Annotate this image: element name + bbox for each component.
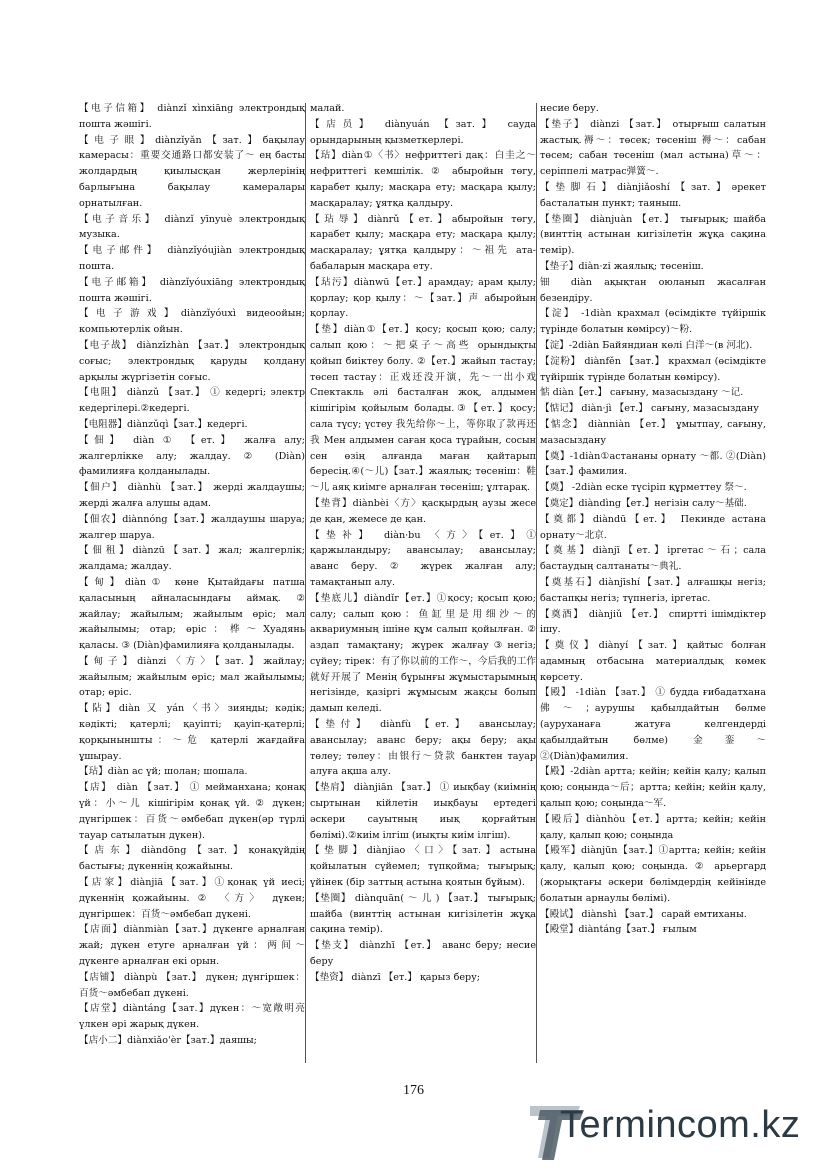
dictionary-entry: 【玷辱】diànrǔ【ет.】абыройын төгу, карабет қылу; масқара ету; масқара қылу; масқаралау; ұятқа қалдыру：～祖先 ата-бабаларын масқара ету. bbox=[310, 213, 536, 272]
dictionary-entry: 【玷】diàn①〈书〉нефриттегі дақ：白圭之～ нефриттегі кемшілік. ② абыройын төгу, карабет қылу; масқара ету; масқара қылу; масқаралау; ұятқа қалдыру. bbox=[310, 150, 536, 209]
dictionary-entry: 【殿试】 diànshì 【зат.】 сарай емтиханы. bbox=[540, 908, 747, 920]
dictionary-entry: 【淀粉】 diànfěn 【зат.】 крахмал (өсімдікте түйіршік түрінде болатын көмірсу). bbox=[540, 355, 766, 383]
dictionary-entry: 【垫补】 diàn·bu 〈方〉【ет.】① қаржыландыру; авансылау; авансылау; аванс беру. ② жүрек жалған алу; тамақтанып алу. bbox=[310, 529, 536, 588]
dictionary-entry: 【奠定】diàndìng【ет.】негізін салу～基础. bbox=[540, 497, 747, 509]
dictionary-entry: 【奠仪】diànyí【зат.】қайтыс болған адамның отбасына материалдық көмек көрсету. bbox=[540, 640, 766, 683]
dictionary-entry: 【殿】-2diàn артта; кейін; кейін қалу; қалып қою; соңында～后；артта; кейін; кейін қалу, қалып қою; соңында～军. bbox=[540, 766, 766, 810]
dictionary-entry: 【垫底儿】diàndǐr【ет.】①қосу; қосып қою; салу; салып қою：鱼缸里是用细沙～的 аквариумның ішіне құм салып қойылған. ② аздап тамақтану; жүрек жалғау③негіз; сүйеу; тірек：有了你以前的工作～，今后我的工作就好开展了 Менің бұрынғы жұмыстарымның негізінде, қазіргі жұмысым жақсы болып дамып келеді. bbox=[310, 592, 536, 715]
dictionary-entry: 【店堂】diàntáng【зат.】дүкен：～宽敞明亮 үлкен әрі жарық дүкен. bbox=[79, 1003, 305, 1031]
dictionary-entry: 【奠】-1diàn①астананы орнату ～都. ②(Diàn)【зат.】фамилия. bbox=[540, 450, 766, 478]
logo-text: Termincom.kz bbox=[560, 1104, 801, 1146]
dictionary-entry: 惦 diàn【ет.】 сағыну, мазасыздану ～记. bbox=[540, 387, 744, 399]
dictionary-entry: 【甸子】diànzi〈方〉【зат.】жайлау; жайылым; жайылым өріс; мал жайылымы; отар; өріс. bbox=[79, 655, 305, 699]
dictionary-entry: 【垫肩】 diànjiān 【зат.】 ① иықбау (киімнің сыртынан кійлетін иықбауы ертедегі әскери сауытның иық қорғайтын бөлімі).②киім ілгіш (иықты киім ілгіш). bbox=[310, 782, 536, 841]
dictionary-entry: 【垫脚石】diànjiǎoshí【зат.】әрекет басталатын пункт; таяныш. bbox=[540, 181, 766, 209]
dictionary-entry: 【店员】 diànyuán 【зат.】 сауда орындарының қызметкерлері. bbox=[310, 118, 536, 146]
dictionary-entry: 【淀】 -1diàn крахмал (өсімдікте түйіршік түрінде болатын көмірсу)～粉. bbox=[540, 308, 766, 336]
dictionary-entry: 【佃户】 diànhù 【зат.】 жерді жалдаушы; жерді жалға алушы адам. bbox=[79, 482, 305, 509]
dictionary-entry: 【惦念】 diànniàn 【ет.】 ұмытпау, сағыну, мазасыздану bbox=[540, 418, 766, 446]
page-number: 176 bbox=[403, 1083, 424, 1098]
dictionary-entry: 【电阻器】diànzǔqì【зат.】кедергі. bbox=[79, 418, 248, 430]
termincom-logo[interactable] bbox=[528, 1100, 818, 1160]
dictionary-entry: 【殿堂】diàntáng【зат.】 ғылым bbox=[540, 924, 697, 936]
dictionary-entry: 【玷】diàn ас үй; шолан; шошала. bbox=[79, 766, 248, 778]
dictionary-entry: 【淀】-2diàn Байяндиан көлі 白洋～(в 河北). bbox=[540, 339, 753, 351]
dictionary-entry: 【垫圈】 diànquān( ～ 儿 ) 【зат.】 тығырық; шайба (винттің астынан кигізілетін жұқа сақина темір). bbox=[310, 892, 536, 936]
dictionary-entry: 【奠都】diàndū【ет.】 Пекинде астана орнату～北京. bbox=[540, 513, 766, 541]
dictionary-entry: малай. bbox=[310, 103, 345, 114]
dictionary-entry: 【电子邮箱】 diànzǐyóuxiāng электрондық пошта жәшігі. bbox=[79, 276, 305, 304]
dictionary-entry: 【垫付】 diànfù 【ет.】 авансылау; авансылау; аванс беру; ақы беру; ақы төлеу; төлеу：由银行～贷款 банктен тауар алуға ақша алу. bbox=[310, 719, 536, 778]
dictionary-entry: 【垫子】 diànzi 【зат.】 отырғыш салатын жастық.褥～：төсек; төсеніш 褥～：сабан төсем; сабан төсеніш (мал астына)草～：серіппелі матрас弹簧～. bbox=[540, 118, 766, 178]
dictionary-entry: 【垫】diàn①【ет.】қосу; қосып қою; салу; салып қою：～把桌子～高些 орындықты қойып биіктеу болу. ②【ет.】жайып тастау; төсеп тастау：正戏还没开演，先～一出小戏 Спектакль әлі басталған жоқ, алдымен кішігірім қойылым болады.③【ет.】қосу; сала түсу; үстеу 我先给你～上，等你取了款再还我 Мен алдымен саған қоса түрайын, сосын сен өзің алғанда маған қайтарып бересің.④(～儿)【зат.】жаялық; төсеніш：鞋～儿 аяқ киімге арналған төсеніш; ұлтарақ. bbox=[310, 324, 536, 494]
dictionary-entry: 【奠】 -2diàn еске түсіріп құрметтеу 祭～. bbox=[540, 482, 747, 494]
dictionary-entry: 【玷污】diànwū【ет.】арамдау; арам қылу; қорлау; қор қылу：～【зат.】声 абыройын қорлау. bbox=[310, 276, 536, 320]
dictionary-entry: 【店铺】 diànpù 【зат.】 дүкен; дүнгіршек：百货～әмбебап дүкені. bbox=[79, 971, 305, 999]
dictionary-entry: 【店家】diànjiā【зат.】①қонақ үй иесі; дүкеннің қожайыны. ② 〈方〉 дүкен; дүнгіршек：百货～әмбебап дүкені. bbox=[79, 877, 305, 920]
dictionary-entry: 【垫背】diànbèi〈方〉қасқырдың аузы жесе де қан, жемесе де қан. bbox=[310, 497, 536, 525]
dictionary-entry: 【垫脚】diànjiao〈口〉【зат.】астына қойылатын сүйемел; түпқойма; тығырық; үйінек (бір заттың астына қоятын бұйым). bbox=[310, 845, 536, 889]
dictionary-entry: 【店小二】diànxiǎo'èr【зат.】даяшы; bbox=[79, 1035, 257, 1047]
dictionary-entry: 【垫子】diàn·zi жаялық; төсеніш. bbox=[540, 260, 704, 272]
dictionary-entry: 【电子信箱】 diànzǐ xìnxiāng электрондық пошта жәшігі. bbox=[79, 103, 305, 130]
dictionary-entry: 【店东】diàndōng【зат.】қонақүйдің бастығы; дүкеннің қожайыны. bbox=[79, 845, 305, 873]
dictionary-entry: 【垫圈】 diànjuàn 【ет.】 тығырық; шайба (винттің астынан кигізілетін жұқа сақина темір). bbox=[540, 213, 766, 257]
dictionary-entry: 【殿】 -1diàn 【зат.】 ① будда ғибадатхана 佛～；аурушы қабылдайтын бөлме (ауруханаға жатуға келгендерді қабылдайтын бөлме) 金銮～②(Diàn)фамилия. bbox=[540, 687, 766, 762]
dictionary-entry: 【电子游戏】diànzǐyóuxì видеоойын; компьютерлік ойын. bbox=[79, 308, 305, 336]
dictionary-entry: 【奠酒】 diànjiǔ 【ет.】 спиртті ішімдіктер ішу. bbox=[540, 608, 766, 636]
dictionary-entry: 【佃】 diàn ① 【ет.】 жалға алу; жалгерлікке алу; жалдау. ② (Diàn) фамилияға қолданылады. bbox=[79, 434, 305, 478]
dictionary-entry: несие беру. bbox=[540, 103, 599, 114]
dictionary-entry: 【殿后】diànhòu【ет.】артта; кейін; кейін қалу, қалып қою; соңында bbox=[540, 813, 766, 841]
dictionary-entry: 【店】 diàn 【зат.】 ① мейманхана; қонақ үй：小～儿 кішігірім қонақ үй. ② дүкен; дүнгіршек：百货～әмбебап дүкен(әр түрлі тауар сатылатын дүкен). bbox=[79, 782, 305, 841]
dictionary-entry: 【奠基】diànjī【ет.】іргетас～石；сала бастаудың салтанаты～典礼. bbox=[540, 545, 766, 573]
dictionary-entry: 【奠基石】diànjīshí【зат.】алғашқы негіз; бастапқы негіз; түпнегіз, іргетас. bbox=[540, 576, 766, 604]
dictionary-entry: 【佃农】diànnóng【зат.】жалдаушы шаруа; жалгер шаруа. bbox=[79, 513, 305, 541]
dictionary-entry: 【电子战】 diànzǐzhàn 【зат.】 электрондық соғыс; электрондық қаруды қолдану арқылы жүргізетін соғыс. bbox=[79, 339, 305, 383]
dictionary-entry: 【佃租】diànzū【зат.】жал; жалгерлік; жалдама; жалдау. bbox=[79, 545, 305, 573]
dictionary-column-2 bbox=[310, 101, 536, 1061]
dictionary-entry: 【店面】diànmiàn【зат.】дүкенге арналған жай; дүкен етуге арналған үй：两间～ дүкенге арналған екі орын. bbox=[79, 924, 305, 968]
dictionary-entry: 【甸】diàn① көне Қытайдағы патша қаласының айналасындағы аймақ. ② жайлау; жайылым; жайылым өріс; мал жайылымы; отар; өріс：桦～Хуадянь қаласы. ③ (Diàn)фамилияға қолданылады. bbox=[79, 576, 305, 652]
dictionary-entry: 钿 diàn ақықтан оюланып жасалған безендіру. bbox=[540, 276, 766, 304]
dictionary-entry: 【电子邮件】 diànzǐyóujiàn электрондық пошта. bbox=[79, 245, 305, 272]
dictionary-entry: 【惦记】 diàn·jì 【ет.】 сағыну, мазасыздану bbox=[540, 403, 759, 415]
column-divider bbox=[305, 103, 306, 1063]
dictionary-entry: 【阽】diàn 又 yán〈书〉зияңды; кәдік; кәдікті; қатерлі; қауіпті; қауіп-қатерлі; қорқыныншты：～危 қатерлі жағдайға ұшырау. bbox=[79, 703, 305, 762]
dictionary-entry: 【殿军】diànjūn【зат.】①артта; кейін; кейін қалу, қалып қою; соңында. ② арьергард (жорықтағы әскери бөлімдердің кейінінде болатын арнаулы бөлімі). bbox=[540, 845, 766, 904]
dictionary-entry: 【电子眼】diànzǐyǎn【зат.】бақылау камерасы：重要交通路口都安装了～ ең басты жолдардың қиылысқан жерлерінің барлығына бақылау камералары орнатылған. bbox=[79, 134, 305, 209]
dictionary-entry: 【垫资】 diànzī 【ет.】 қарыз беру; bbox=[310, 971, 481, 983]
dictionary-entry: 【电子音乐】 diànzǐ yīnyuè электрондық музыка. bbox=[79, 213, 305, 241]
dictionary-entry: 【垫支】 diànzhī 【ет.】 аванс беру; несие беру bbox=[310, 940, 536, 968]
dictionary-entry: 【电阻】 diànzǔ 【зат.】 ① кедергі; электр кедергілері.②кедергі. bbox=[79, 387, 305, 415]
column-divider bbox=[536, 103, 537, 1063]
dictionary-column-3 bbox=[540, 101, 766, 1061]
dictionary-column-1 bbox=[79, 101, 305, 1061]
